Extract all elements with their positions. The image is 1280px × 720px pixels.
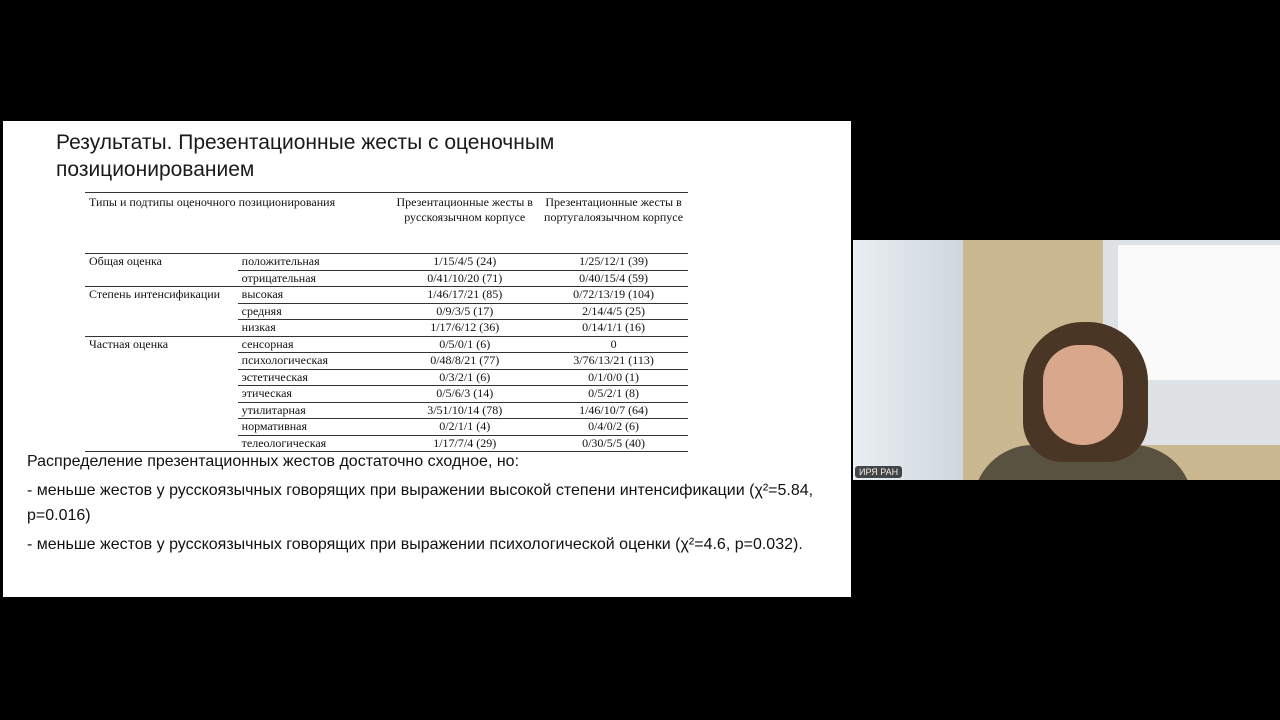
portuguese-value-cell: 1/25/12/1 (39) <box>539 254 688 271</box>
portuguese-value-cell: 0 <box>539 336 688 353</box>
portuguese-value-cell: 0/4/0/2 (6) <box>539 419 688 436</box>
russian-value-cell: 1/17/6/12 (36) <box>390 320 539 337</box>
table-header-portuguese: Презентационные жесты в португалоязычном корпусе <box>539 193 688 254</box>
note-intro: Распределение презентационных жестов достаточно сходное, но: <box>27 453 520 470</box>
portuguese-value-cell: 0/40/15/4 (59) <box>539 270 688 287</box>
group-label: Степень интенсификации <box>85 287 238 337</box>
subtype-cell: средняя <box>238 303 391 320</box>
table-row <box>85 336 688 353</box>
russian-value-cell: 0/2/1/1 (4) <box>390 419 539 436</box>
portuguese-value-cell: 1/46/10/7 (64) <box>539 402 688 419</box>
background-wall <box>853 240 963 480</box>
russian-value-cell: 0/3/2/1 (6) <box>390 369 539 386</box>
subtype-cell: положительная <box>238 254 391 271</box>
russian-value-cell: 0/48/8/21 (77) <box>390 353 539 370</box>
table-header-russian: Презентационные жесты в русскоязычном корпусе <box>390 193 539 254</box>
portuguese-value-cell: 0/14/1/1 (16) <box>539 320 688 337</box>
subtype-cell: эстетическая <box>238 369 391 386</box>
note-item: - меньше жестов у русскоязычных говорящих при выражении высокой степени интенсификации (χ²=5.84, p=0.016) <box>27 482 814 524</box>
russian-value-cell: 1/17/7/4 (29) <box>390 435 539 452</box>
note-item: - меньше жестов у русскоязычных говорящих при выражении психологической оценки (χ²=4.6, p=0.032). <box>27 536 803 553</box>
participant-name-label: ИРЯ РАН <box>855 466 902 478</box>
subtype-cell: утилитарная <box>238 402 391 419</box>
subtype-cell: этическая <box>238 386 391 403</box>
portuguese-value-cell: 3/76/13/21 (113) <box>539 353 688 370</box>
table-header-types: Типы и подтипы оценочного позиционирования <box>85 193 390 254</box>
portuguese-value-cell: 0/5/2/1 (8) <box>539 386 688 403</box>
table-row <box>85 254 688 271</box>
subtype-cell: сенсорная <box>238 336 391 353</box>
subtype-cell: высокая <box>238 287 391 304</box>
presentation-slide <box>3 121 851 597</box>
webcam-video-tile[interactable] <box>853 240 1280 480</box>
subtype-cell: низкая <box>238 320 391 337</box>
table-row <box>85 287 688 304</box>
group-label: Частная оценка <box>85 336 238 452</box>
portuguese-value-cell: 0/72/13/19 (104) <box>539 287 688 304</box>
subtype-cell: психологическая <box>238 353 391 370</box>
russian-value-cell: 0/41/10/20 (71) <box>390 270 539 287</box>
russian-value-cell: 1/46/17/21 (85) <box>390 287 539 304</box>
russian-value-cell: 0/5/0/1 (6) <box>390 336 539 353</box>
subtype-cell: нормативная <box>238 419 391 436</box>
russian-value-cell: 0/5/6/3 (14) <box>390 386 539 403</box>
subtype-cell: отрицательная <box>238 270 391 287</box>
slide-notes <box>27 449 837 561</box>
participant-face <box>1043 345 1123 445</box>
russian-value-cell: 0/9/3/5 (17) <box>390 303 539 320</box>
portuguese-value-cell: 0/30/5/5 (40) <box>539 435 688 452</box>
results-table <box>85 192 688 452</box>
portuguese-value-cell: 2/14/4/5 (25) <box>539 303 688 320</box>
russian-value-cell: 1/15/4/5 (24) <box>390 254 539 271</box>
russian-value-cell: 3/51/10/14 (78) <box>390 402 539 419</box>
portuguese-value-cell: 0/1/0/0 (1) <box>539 369 688 386</box>
subtype-cell: телеологическая <box>238 435 391 452</box>
slide-title: Результаты. Презентационные жесты с оценочным позиционированием <box>56 131 555 181</box>
group-label: Общая оценка <box>85 254 238 287</box>
